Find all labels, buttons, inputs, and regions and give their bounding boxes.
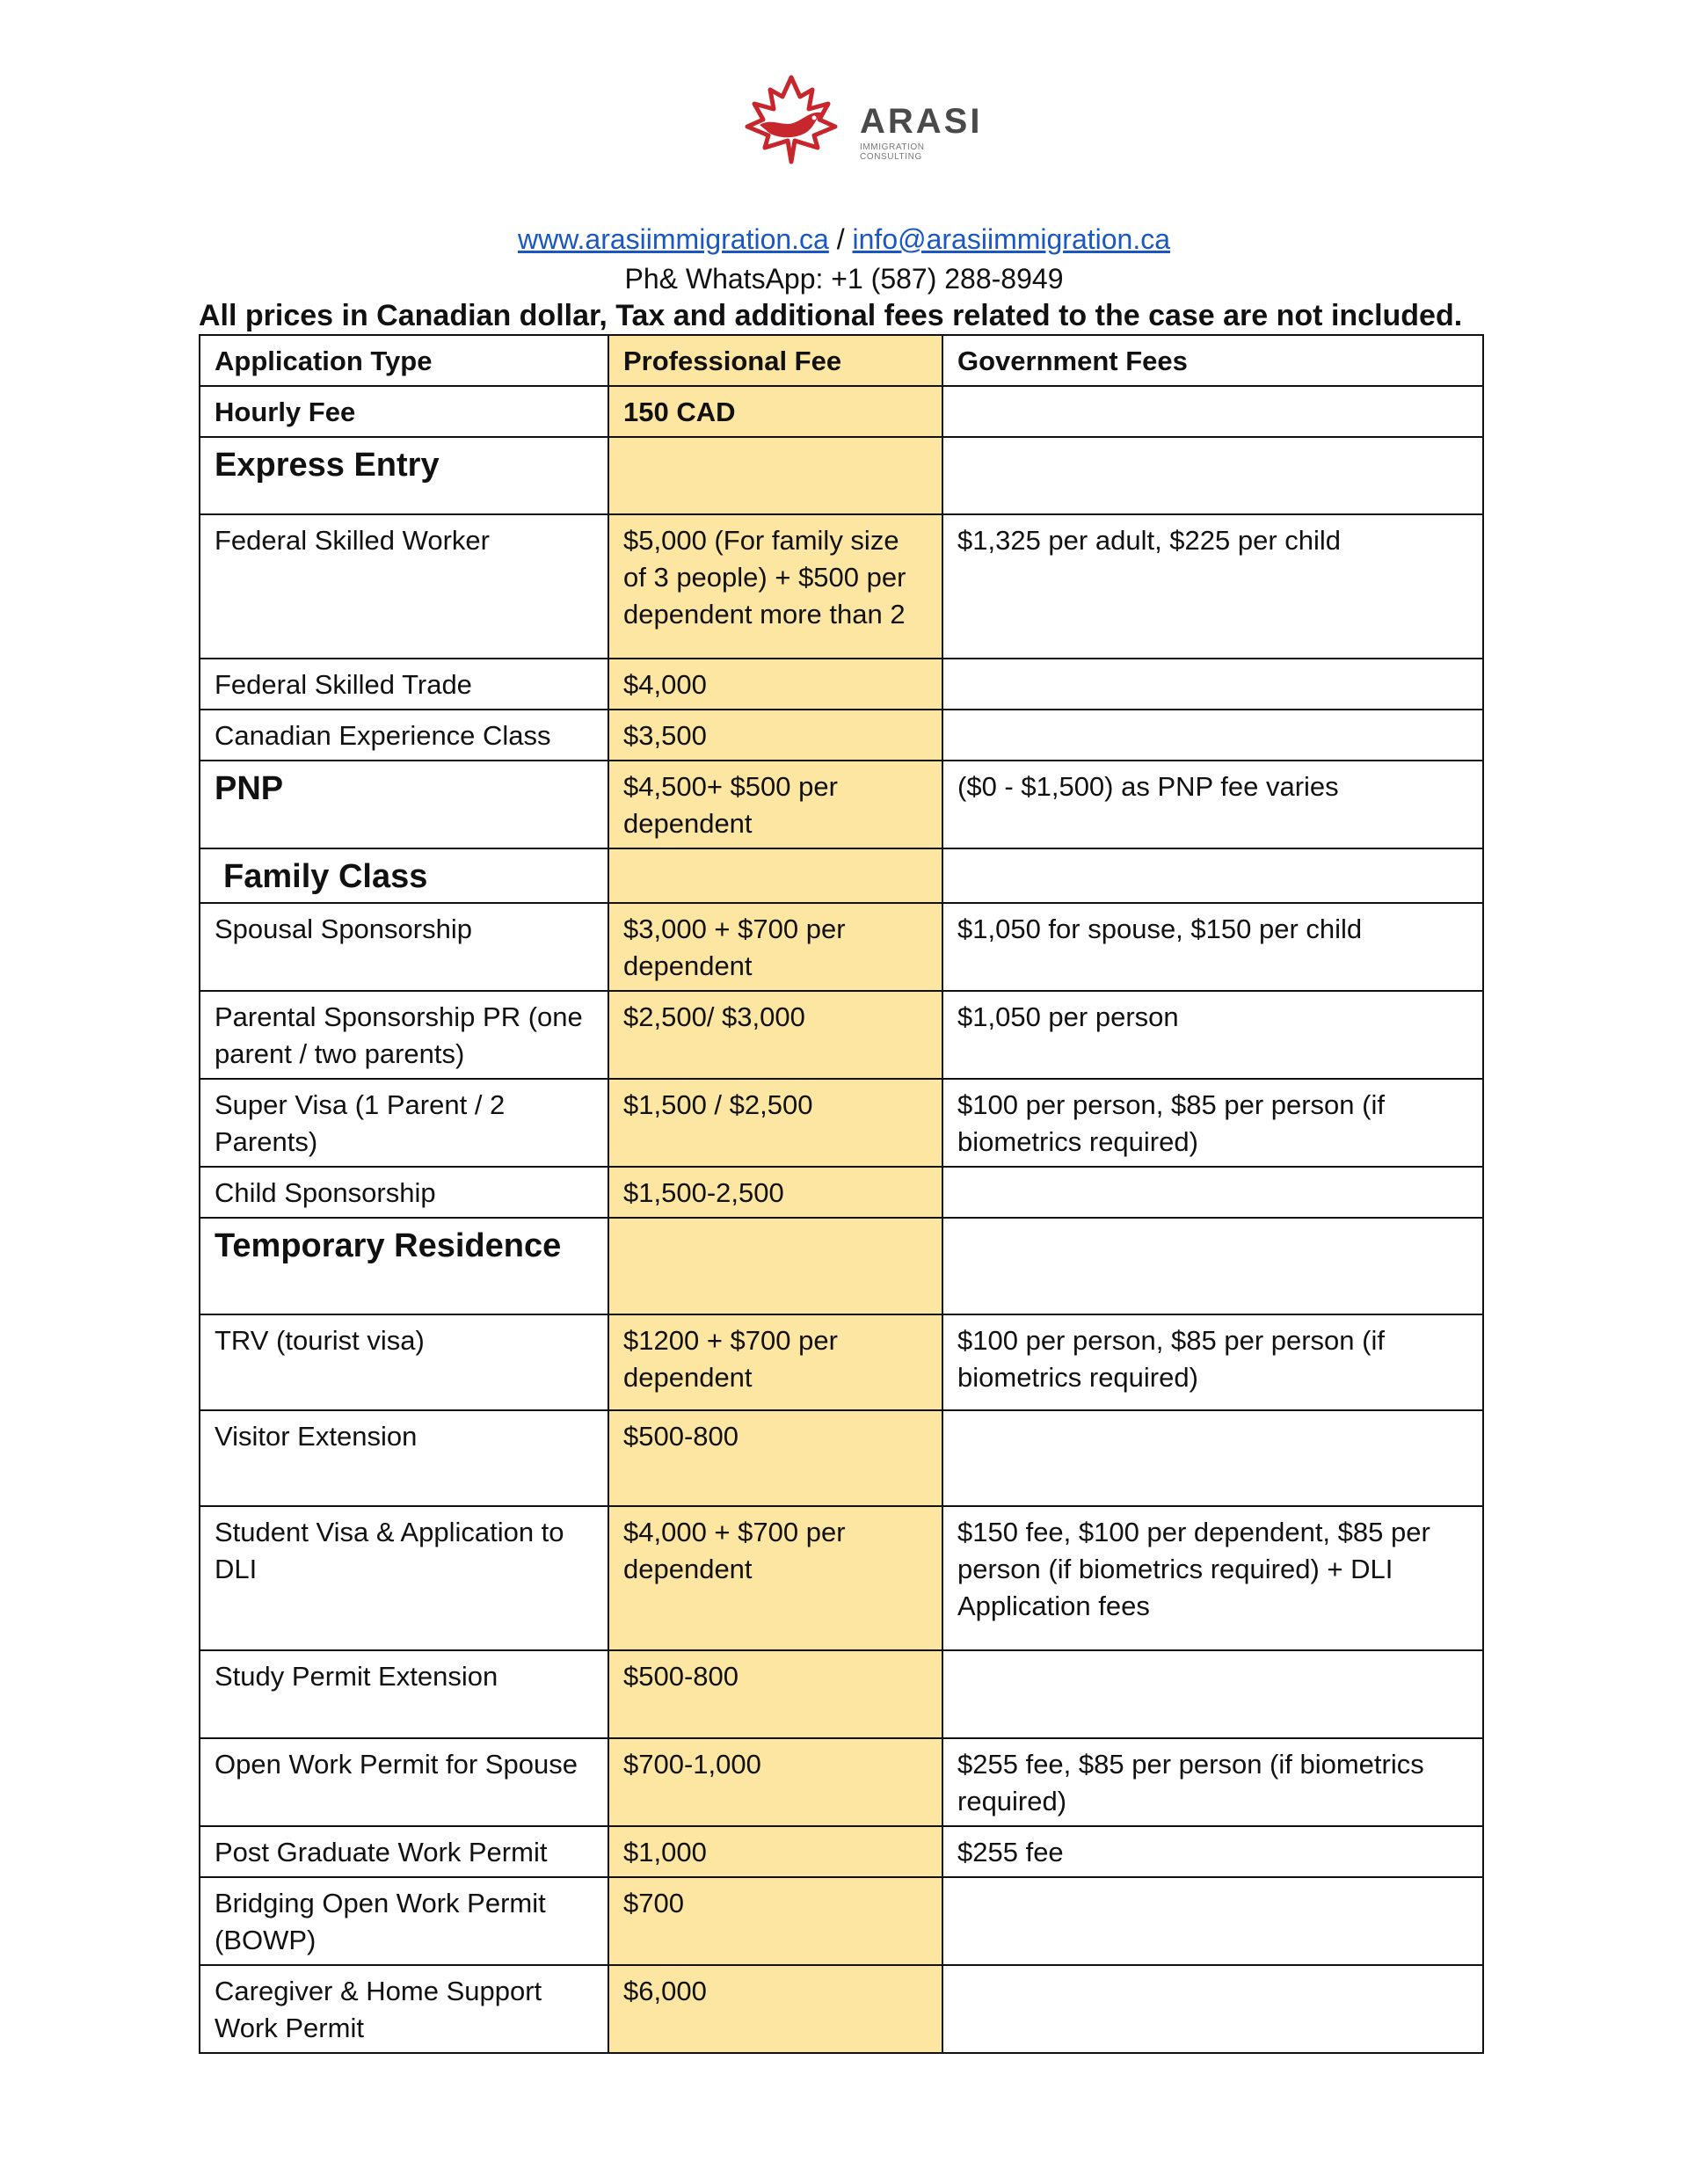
application-type-cell: Parental Sponsorship PR (one parent / two parents) (200, 991, 608, 1079)
government-fee-cell (942, 659, 1483, 710)
application-type-cell: Child Sponsorship (200, 1167, 608, 1218)
government-fee-cell (942, 1167, 1483, 1218)
application-type-cell: Post Graduate Work Permit (200, 1826, 608, 1877)
application-type-cell: Federal Skilled Worker (200, 514, 608, 659)
table-row (200, 1079, 1483, 1167)
maple-leaf-dove-icon (730, 74, 853, 171)
government-fee-cell: $100 per person, $85 per person (if biometrics required) (942, 1314, 1483, 1410)
application-type-cell: Canadian Experience Class (200, 710, 608, 761)
section-row (200, 1218, 1483, 1314)
government-fee-cell: $255 fee, $85 per person (if biometrics required) (942, 1738, 1483, 1826)
header-application-type: Application Type (200, 335, 608, 386)
table-row (200, 710, 1483, 761)
government-fee-cell (942, 1650, 1483, 1738)
phone-line: Ph& WhatsApp: +1 (587) 288-8949 (624, 263, 1064, 295)
application-type-cell: Federal Skilled Trade (200, 659, 608, 710)
table-row (200, 1650, 1483, 1738)
table-row (200, 991, 1483, 1079)
government-fee-cell: ($0 - $1,500) as PNP fee varies (942, 761, 1483, 848)
brand-logo (730, 74, 983, 171)
table-row (200, 1410, 1483, 1506)
professional-fee-cell: $1,500-2,500 (608, 1167, 942, 1218)
professional-fee-cell: $500-800 (608, 1650, 942, 1738)
table-row (200, 1965, 1483, 2053)
section-heading-cell (200, 437, 608, 514)
professional-fee-cell (608, 1218, 942, 1314)
application-type-cell: Super Visa (1 Parent / 2 Parents) (200, 1079, 608, 1167)
professional-fee-cell (608, 437, 942, 514)
contact-links (0, 223, 1688, 256)
section-heading-cell (200, 848, 608, 903)
professional-fee-cell: $1200 + $700 per dependent (608, 1314, 942, 1410)
contact-separator: / (828, 223, 853, 255)
email-link[interactable]: info@arasiimmigration.ca (852, 223, 1171, 255)
professional-fee-cell: 150 CAD (608, 386, 942, 437)
professional-fee-cell: $2,500/ $3,000 (608, 991, 942, 1079)
brand-name: ARASI (860, 102, 983, 141)
table-row (200, 1314, 1483, 1410)
table-row (200, 1167, 1483, 1218)
government-fee-cell: $150 fee, $100 per dependent, $85 per person (if biometrics required) + DLI Application fees (942, 1506, 1483, 1650)
website-link[interactable]: www.arasiimmigration.ca (517, 223, 829, 255)
government-fee-cell: $255 fee (942, 1826, 1483, 1877)
government-fee-cell (942, 1410, 1483, 1506)
application-type-cell: Student Visa & Application to DLI (200, 1506, 608, 1650)
header-professional-fee: Professional Fee (608, 335, 942, 386)
government-fee-cell (942, 1218, 1483, 1314)
government-fee-cell: $1,050 for spouse, $150 per child (942, 903, 1483, 991)
table-row (200, 659, 1483, 710)
fee-table (199, 334, 1484, 2054)
government-fee-cell: $1,325 per adult, $225 per child (942, 514, 1483, 659)
section-row (200, 761, 1483, 848)
table-row (200, 1506, 1483, 1650)
table-row (200, 1877, 1483, 1965)
section-heading: Temporary Residence (215, 1227, 562, 1264)
government-fee-cell (942, 386, 1483, 437)
professional-fee-cell: $1,000 (608, 1826, 942, 1877)
professional-fee-cell: $5,000 (For family size of 3 people) + $500 per dependent more than 2 (608, 514, 942, 659)
table-row (200, 1826, 1483, 1877)
professional-fee-cell: $6,000 (608, 1965, 942, 2053)
professional-fee-cell: $4,000 (608, 659, 942, 710)
professional-fee-cell: $4,000 + $700 per dependent (608, 1506, 942, 1650)
brand-subtitle: IMMIGRATION CONSULTING (860, 142, 925, 162)
government-fee-cell (942, 1965, 1483, 2053)
professional-fee-cell: $1,500 / $2,500 (608, 1079, 942, 1167)
professional-fee-cell: $3,500 (608, 710, 942, 761)
government-fee-cell (942, 848, 1483, 903)
application-type-cell: Study Permit Extension (200, 1650, 608, 1738)
section-row (200, 848, 1483, 903)
application-type-cell: Hourly Fee (200, 386, 608, 437)
section-heading-cell (200, 1218, 608, 1314)
professional-fee-cell: $3,000 + $700 per dependent (608, 903, 942, 991)
professional-fee-cell: $700 (608, 1877, 942, 1965)
price-notice: All prices in Canadian dollar, Tax and additional fees related to the case are not included. (199, 299, 1463, 332)
professional-fee-cell: $4,500+ $500 per dependent (608, 761, 942, 848)
professional-fee-cell: $500-800 (608, 1410, 942, 1506)
application-type-cell: Open Work Permit for Spouse (200, 1738, 608, 1826)
government-fee-cell: $100 per person, $85 per person (if biometrics required) (942, 1079, 1483, 1167)
section-row (200, 437, 1483, 514)
government-fee-cell: $1,050 per person (942, 991, 1483, 1079)
application-type-cell: Spousal Sponsorship (200, 903, 608, 991)
section-heading: PNP (215, 770, 284, 807)
government-fee-cell (942, 710, 1483, 761)
section-heading: Family Class (223, 858, 428, 895)
application-type-cell: Visitor Extension (200, 1410, 608, 1506)
professional-fee-cell: $700-1,000 (608, 1738, 942, 1826)
government-fee-cell (942, 1877, 1483, 1965)
table-row (200, 514, 1483, 659)
table-header-row (200, 335, 1483, 386)
professional-fee-cell (608, 848, 942, 903)
table-row (200, 386, 1483, 437)
section-heading: Express Entry (215, 447, 440, 484)
table-row (200, 1738, 1483, 1826)
table-row (200, 903, 1483, 991)
application-type-cell: Caregiver & Home Support Work Permit (200, 1965, 608, 2053)
application-type-cell: TRV (tourist visa) (200, 1314, 608, 1410)
header-government-fees: Government Fees (942, 335, 1483, 386)
government-fee-cell (942, 437, 1483, 514)
application-type-cell: Bridging Open Work Permit (BOWP) (200, 1877, 608, 1965)
section-heading-cell (200, 761, 608, 848)
